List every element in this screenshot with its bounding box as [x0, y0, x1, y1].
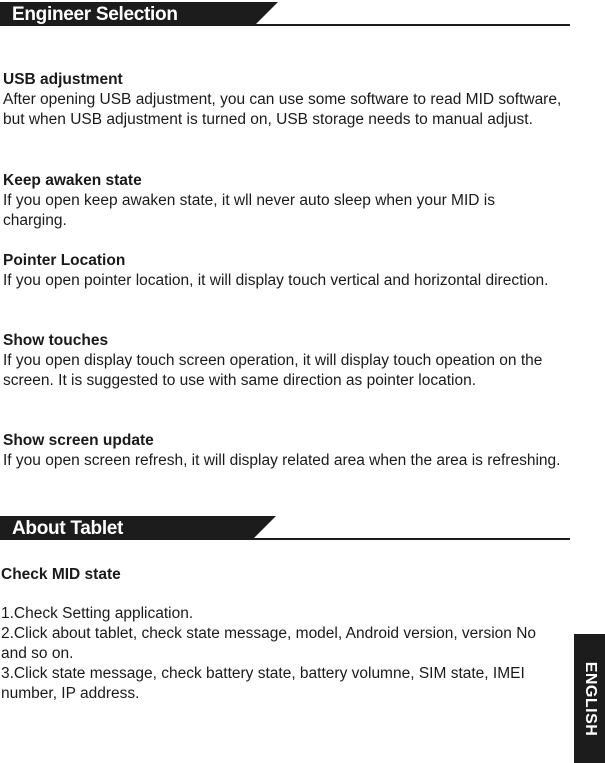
- item-keep-awaken-state: [3, 171, 563, 231]
- item-text: If you open display touch screen operation, it will display touch opeation on the screen. It is suggested to use with same direction as pointer location.: [3, 352, 543, 389]
- section-title: About Tablet: [12, 518, 124, 539]
- item-heading: Keep awaken state: [3, 172, 142, 189]
- language-label: ENGLISH: [581, 661, 599, 736]
- step-item: 3.Click state message, check battery state, battery volumne, SIM state, IMEI number, IP address.: [1, 665, 525, 702]
- section-banner-about-tablet: [0, 516, 570, 540]
- section-title: Engineer Selection: [12, 4, 178, 25]
- step-item: 2.Click about tablet, check state message, model, Android version, version No and so on.: [1, 625, 537, 662]
- item-text: If you open pointer location, it will display touch vertical and horizontal direction.: [3, 272, 549, 289]
- language-side-tab: [574, 634, 605, 763]
- item-heading: Pointer Location: [3, 252, 126, 269]
- item-heading: Show touches: [3, 332, 109, 349]
- check-mid-state-heading: Check MID state: [1, 566, 121, 583]
- item-heading: Show screen update: [3, 432, 154, 449]
- item-text: After opening USB adjustment, you can use some software to read MID software, but when USB adjustment is turned on, USB storage needs to manual adjust.: [3, 91, 562, 128]
- item-pointer-location: [3, 251, 563, 291]
- section-banner-engineer-selection: [0, 2, 570, 26]
- steps-list: [1, 604, 561, 704]
- item-show-touches: [3, 331, 563, 391]
- item-text: If you open screen refresh, it will display related area when the area is refreshing.: [3, 452, 561, 469]
- item-heading: USB adjustment: [3, 71, 123, 88]
- item-text: If you open keep awaken state, it wll never auto sleep when your MID is charging.: [3, 192, 495, 229]
- step-item: 1.Check Setting application.: [1, 605, 194, 622]
- item-usb-adjustment: [3, 70, 563, 130]
- item-show-screen-update: [3, 431, 563, 471]
